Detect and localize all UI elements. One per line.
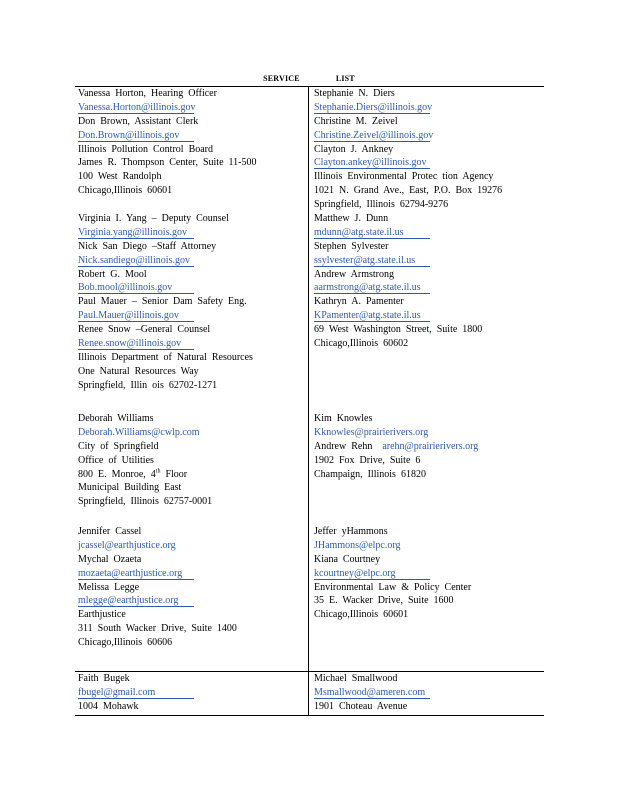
email-link[interactable]: mdunn@atg.state.il.us <box>314 227 430 239</box>
entry-text: Virginia I. Yang – Deputy Counsel <box>78 213 229 224</box>
entry-line <box>314 581 543 595</box>
entry-line <box>78 686 308 700</box>
entry-text: Kathryn A. Pamenter <box>314 296 404 308</box>
entry-line <box>314 553 543 567</box>
email-link[interactable]: Bob.mool@illinois.gov <box>78 282 194 294</box>
entry-line <box>314 254 543 268</box>
service-entry-left <box>75 87 309 212</box>
entry-text: Vanessa Horton, Hearing Officer <box>78 88 217 99</box>
entry-line <box>78 567 308 581</box>
service-entry-right <box>309 212 543 412</box>
service-list-table <box>75 86 544 716</box>
entry-text: Chicago,Illinois 60601 <box>314 609 409 621</box>
entry-line <box>314 440 543 454</box>
entry-line <box>78 268 308 282</box>
entry-text: Illinois Department of Natural Resources <box>78 351 253 363</box>
entry-line <box>78 323 308 337</box>
title-word-service: SERVICE <box>263 74 300 83</box>
entry-text: Nick San Diego –Staff Attorney <box>78 240 217 252</box>
entry-line <box>78 379 308 393</box>
entry-text: Robert G. Mool <box>78 268 147 280</box>
entry-line <box>78 351 308 365</box>
email-link[interactable]: arehn@prairierivers.org <box>382 440 479 452</box>
entry-line <box>78 365 308 379</box>
entry-line <box>78 454 308 468</box>
entry-line <box>314 454 543 468</box>
entry-line <box>78 440 308 454</box>
entry-line <box>314 525 543 539</box>
entry-text: Jeffer yHammons <box>314 526 388 537</box>
entry-text: Paul Mauer – Senior Dam Safety Eng. <box>78 296 247 308</box>
ordinal-suffix: th <box>155 468 161 475</box>
entry-text: Illinois Environmental Protec tion Agency <box>314 171 494 183</box>
entry-line <box>78 212 308 226</box>
entry-line <box>314 212 543 226</box>
entry-line <box>78 226 308 240</box>
email-link[interactable]: Christine.Zeivel@illinois.gov <box>314 129 434 141</box>
entry-line <box>314 323 543 337</box>
entry-text: Floor <box>160 468 188 480</box>
entry-text: Renee Snow –General Counsel <box>78 324 211 336</box>
entry-text: Clayton J. Ankney <box>314 143 394 155</box>
email-link[interactable]: Clayton.ankey@illinois.gov <box>314 157 430 169</box>
entry-line <box>314 309 543 323</box>
email-link[interactable]: jcassel@earthjustice.org <box>78 539 176 551</box>
entry-text: Springfield, Illinois 62794-9276 <box>314 199 449 211</box>
entry-line <box>314 468 543 482</box>
entry-line <box>314 672 543 686</box>
entry-line <box>314 412 543 426</box>
email-link[interactable]: Renee.snow@illinois.gov <box>78 338 194 350</box>
entry-text: Jennifer Cassel <box>78 526 142 537</box>
entry-line <box>78 143 308 157</box>
entry-line <box>314 101 543 115</box>
entry-line <box>314 143 543 157</box>
entry-line <box>314 567 543 581</box>
entry-line <box>78 412 308 426</box>
email-link[interactable]: Virginia.yang@illinois.gov <box>78 227 194 239</box>
entry-text: Illinois Pollution Control Board <box>78 143 214 155</box>
entry-line <box>314 87 543 101</box>
entry-line <box>314 337 543 351</box>
entry-text: Stephanie N. Diers <box>314 88 395 99</box>
entry-line <box>78 553 308 567</box>
entry-line <box>314 594 543 608</box>
service-list-title <box>0 74 618 83</box>
service-block <box>75 671 544 715</box>
entry-text: Faith Bugek <box>78 673 130 684</box>
entry-text: City of Springfield <box>78 440 159 452</box>
entry-text: Stephen Sylvester <box>314 240 389 252</box>
title-word-list: LIST <box>335 74 355 83</box>
entry-text: 1901 Choteau Avenue <box>314 700 408 712</box>
entry-line <box>78 581 308 595</box>
entry-line <box>78 295 308 309</box>
entry-text: Michael Smallwood <box>314 673 398 684</box>
email-link[interactable]: Vanessa.Horton@illinois.gov <box>78 101 196 113</box>
entry-text: Kim Knowles <box>314 413 373 424</box>
email-link[interactable]: mozaeta@earthjustice.org <box>78 568 194 580</box>
entry-text: Matthew J. Dunn <box>314 213 389 224</box>
email-link[interactable]: Kknowles@prairierivers.org <box>314 426 429 438</box>
service-entry-right <box>309 87 543 212</box>
entry-text: Melissa Legge <box>78 581 140 593</box>
entry-text: Chicago,Illinois 60606 <box>78 637 173 649</box>
entry-line <box>314 240 543 254</box>
entry-line <box>78 608 308 622</box>
entry-text: Office of Utilities <box>78 454 154 466</box>
entry-text: Andrew Armstrong <box>314 268 394 280</box>
entry-line <box>78 426 308 440</box>
entry-text: 100 West Randolph <box>78 171 162 183</box>
email-link[interactable]: Paul.Mauer@illinois.gov <box>78 310 194 322</box>
entry-line <box>78 240 308 254</box>
entry-line <box>78 101 308 115</box>
email-link[interactable]: mlegge@earthjustice.org <box>78 595 194 607</box>
entry-line <box>78 156 308 170</box>
entry-line <box>314 198 543 212</box>
entry-line <box>78 309 308 323</box>
email-link[interactable]: Don.Brown@illinois.gov <box>78 130 194 142</box>
entry-text: Chicago,Illinois 60602 <box>314 338 409 350</box>
service-entry-left <box>75 525 309 671</box>
entry-line <box>78 481 308 495</box>
service-block <box>75 525 544 671</box>
email-link[interactable]: kcourtney@elpc.org <box>314 568 430 580</box>
entry-text: Earthjustice <box>78 609 126 621</box>
entry-text: Christine M. Zeivel <box>314 115 398 127</box>
entry-line <box>314 129 543 143</box>
email-link[interactable]: Nick.sandiego@illinois.gov <box>78 255 194 267</box>
entry-line <box>78 539 308 553</box>
entry-text: 1004 Mohawk <box>78 700 139 712</box>
entry-line <box>78 129 308 143</box>
email-link[interactable]: KPamenter@atg.state.il.us <box>314 310 430 322</box>
service-entry-left <box>75 212 309 412</box>
entry-text: Don Brown, Assistant Clerk <box>78 115 199 127</box>
entry-line <box>78 115 308 129</box>
entry-line <box>78 495 308 509</box>
entry-line <box>78 636 308 650</box>
entry-line <box>78 184 308 198</box>
entry-text: Kiana Courtney <box>314 553 381 565</box>
entry-line <box>314 426 543 440</box>
entry-line <box>78 622 308 636</box>
entry-text: Andrew Rehn <box>314 440 373 452</box>
entry-text: 35 E. Wacker Drive, Suite 1600 <box>314 595 454 607</box>
email-link[interactable]: Msmallwood@ameren.com <box>314 687 430 699</box>
entry-text: 1021 N. Grand Ave., East, P.O. Box 19276 <box>314 185 503 197</box>
entry-line <box>314 295 543 309</box>
entry-line <box>78 525 308 539</box>
entry-text: One Natural Resources Way <box>78 365 199 377</box>
entry-line <box>78 281 308 295</box>
entry-text: 311 South Wacker Drive, Suite 1400 <box>78 623 237 635</box>
service-entry-left <box>75 412 309 525</box>
email-link[interactable]: Stephanie.Diers@illinois.gov <box>314 101 433 113</box>
entry-line <box>314 539 543 553</box>
email-link[interactable]: Deborah.Williams@cwlp.com <box>78 426 200 438</box>
entry-line <box>314 268 543 282</box>
entry-text: Environmental Law & Policy Center <box>314 581 472 593</box>
entry-line <box>78 87 308 101</box>
service-block <box>75 212 544 412</box>
entry-line <box>78 254 308 268</box>
entry-text: 800 E. Monroe, 4 <box>78 468 156 480</box>
entry-line <box>314 686 543 700</box>
service-entry-left <box>75 672 309 715</box>
entry-line <box>314 226 543 240</box>
entry-text: 1902 Fox Drive, Suite 6 <box>314 454 421 466</box>
service-block <box>75 412 544 525</box>
entry-line <box>314 184 543 198</box>
service-block <box>75 87 544 212</box>
entry-line <box>314 156 543 170</box>
entry-text: Champaign, Illinois 61820 <box>314 468 426 480</box>
service-entry-right <box>309 672 543 715</box>
service-entry-right <box>309 525 543 671</box>
entry-line <box>78 700 308 714</box>
entry-line <box>314 700 543 714</box>
entry-text: Deborah Williams <box>78 413 154 424</box>
entry-text: Springfield, Illin ois 62702-1271 <box>78 379 218 391</box>
entry-text: 69 West Washington Street, Suite 1800 <box>314 324 483 336</box>
entry-line <box>314 170 543 184</box>
entry-line <box>78 468 308 482</box>
entry-line <box>314 608 543 622</box>
entry-text: Mychal Ozaeta <box>78 553 142 565</box>
entry-text: James R. Thompson Center, Suite 11-500 <box>78 157 257 169</box>
email-link[interactable]: aarmstrong@atg.state.il.us <box>314 282 430 294</box>
entry-line <box>314 281 543 295</box>
service-entry-right <box>309 412 543 525</box>
entry-line <box>78 672 308 686</box>
email-link[interactable]: fbugel@gmail.com <box>78 687 194 699</box>
entry-line <box>78 594 308 608</box>
entry-line <box>78 337 308 351</box>
email-link[interactable]: JHammons@elpc.org <box>314 539 401 551</box>
entry-line <box>314 115 543 129</box>
entry-text: Chicago,Illinois 60601 <box>78 185 173 197</box>
entry-line <box>78 170 308 184</box>
entry-text: Springfield, Illinois 62757-0001 <box>78 496 213 508</box>
email-link[interactable]: ssylvester@atg.state.il.us <box>314 255 430 267</box>
entry-text: Municipal Building East <box>78 482 182 494</box>
